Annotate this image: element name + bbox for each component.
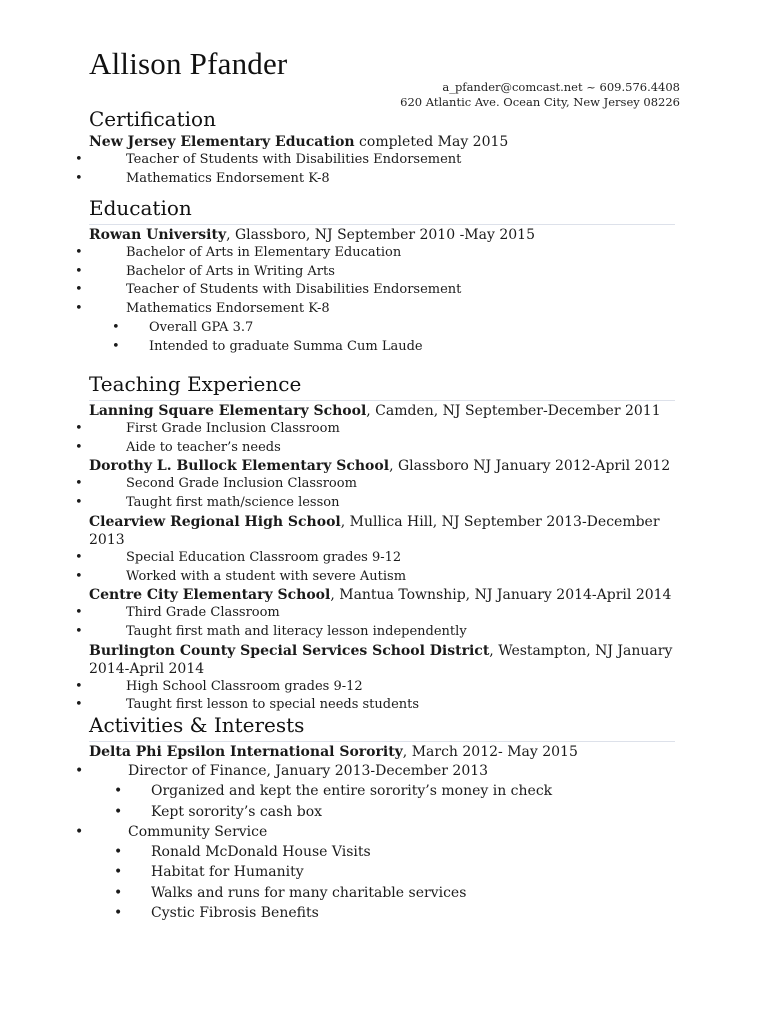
job-detail: , Glassboro NJ January 2012-April 2012 (389, 458, 671, 475)
certification-section (89, 107, 675, 188)
certification-title: New Jersey Elementary Education (89, 134, 355, 150)
certification-detail: completed May 2015 (354, 134, 509, 150)
list-item: • High School Classroom grades 9-12 (89, 678, 675, 697)
job-school: Dorothy L. Bullock Elementary School (89, 458, 390, 475)
sub-list-wrapper (89, 842, 675, 923)
teaching-section (89, 372, 675, 715)
certification-list (89, 151, 675, 188)
job-school: Lanning Square Elementary School (89, 403, 367, 419)
job-entry (89, 586, 675, 604)
activity-entry (89, 743, 675, 761)
list-item: • Aide to teacher’s needs (89, 439, 675, 458)
job-detail: , Mantua Township, NJ January 2014-April 2014 (330, 587, 672, 604)
job-school: Clearview Regional High School (89, 513, 341, 530)
certification-heading: Certification (89, 107, 216, 131)
school-detail: , Glassboro, NJ September 2010 -May 2015 (226, 227, 535, 243)
job-duties (89, 475, 675, 512)
sub-list-item: • Organized and kept the entire sorority’s money in check (128, 781, 675, 801)
list-item: • Teacher of Students with Disabilities Endorsement (89, 151, 675, 170)
list-item: • Teacher of Students with Disabilities Endorsement (89, 281, 675, 300)
sub-list-wrapper (89, 781, 675, 822)
list-item: • Mathematics Endorsement K-8 (89, 300, 675, 319)
contact-email-phone: a_pfander@comcast.net ~ 609.576.4408 (442, 80, 680, 94)
sub-list-item: • Intended to graduate Summa Cum Laude (126, 338, 675, 357)
job-detail: , Mullica Hill, NJ September 2013-December 2013 (89, 513, 660, 548)
section-divider (89, 741, 675, 742)
list-item: • Special Education Classroom grades 9-12 (89, 549, 675, 568)
activity-detail: , March 2012- May 2015 (402, 744, 578, 760)
job-school: Burlington County Special Services School District (89, 642, 490, 659)
list-item: • Bachelor of Arts in Writing Arts (89, 263, 675, 282)
job-entry (89, 642, 675, 678)
list-item: • Taught first lesson to special needs students (89, 696, 675, 715)
list-item: • Worked with a student with severe Autism (89, 568, 675, 587)
list-item: • Bachelor of Arts in Elementary Education (89, 244, 675, 263)
activities-heading: Activities & Interests (89, 713, 305, 737)
sub-list-item: • Ronald McDonald House Visits (128, 842, 675, 862)
applicant-name: Allison Pfander (89, 46, 288, 81)
job-detail: , Camden, NJ September-December 2011 (366, 403, 661, 419)
education-heading: Education (89, 196, 192, 220)
certification-entry (89, 133, 675, 151)
education-entry (89, 226, 675, 244)
job-duties (89, 678, 675, 715)
activity-org: Delta Phi Epsilon International Sorority (89, 744, 403, 760)
teaching-heading: Teaching Experience (89, 372, 302, 396)
sub-list-item: • Habitat for Humanity (128, 862, 675, 882)
list-item: • Taught first math/science lesson (89, 494, 675, 513)
job-entry (89, 402, 675, 420)
list-item: • Second Grade Inclusion Classroom (89, 475, 675, 494)
section-divider (89, 400, 675, 401)
list-item: • First Grade Inclusion Classroom (89, 420, 675, 439)
job-duties (89, 549, 675, 586)
sub-list-item: • Kept sorority’s cash box (128, 802, 675, 822)
job-detail: , Westampton, NJ January 2014-April 2014 (89, 642, 673, 677)
section-divider (89, 224, 675, 225)
education-sub-list (89, 319, 675, 356)
list-item: • Third Grade Classroom (89, 604, 675, 623)
contact-address: 620 Atlantic Ave. Ocean City, New Jersey 08226 (400, 95, 680, 109)
activity-list (89, 761, 675, 923)
service-sub-list (89, 842, 675, 923)
job-entry (89, 513, 675, 549)
contact-info (400, 80, 680, 110)
sub-list-item: • Overall GPA 3.7 (126, 319, 675, 338)
job-school: Centre City Elementary School (89, 587, 331, 604)
education-list (89, 244, 675, 356)
activities-section (89, 713, 675, 923)
list-item: • Community Service (89, 822, 675, 842)
role-sub-list (89, 781, 675, 822)
sub-list-wrapper (89, 319, 675, 356)
job-duties (89, 604, 675, 641)
list-item: • Mathematics Endorsement K-8 (89, 170, 675, 189)
sub-list-item: • Walks and runs for many charitable services (128, 883, 675, 903)
job-entry (89, 457, 675, 475)
sub-list-item: • Cystic Fibrosis Benefits (128, 903, 675, 923)
list-item: • Taught first math and literacy lesson independently (89, 623, 675, 642)
job-duties (89, 420, 675, 457)
list-item: • Director of Finance, January 2013-December 2013 (89, 761, 675, 781)
school-name: Rowan University (89, 227, 227, 243)
education-section (89, 196, 675, 356)
